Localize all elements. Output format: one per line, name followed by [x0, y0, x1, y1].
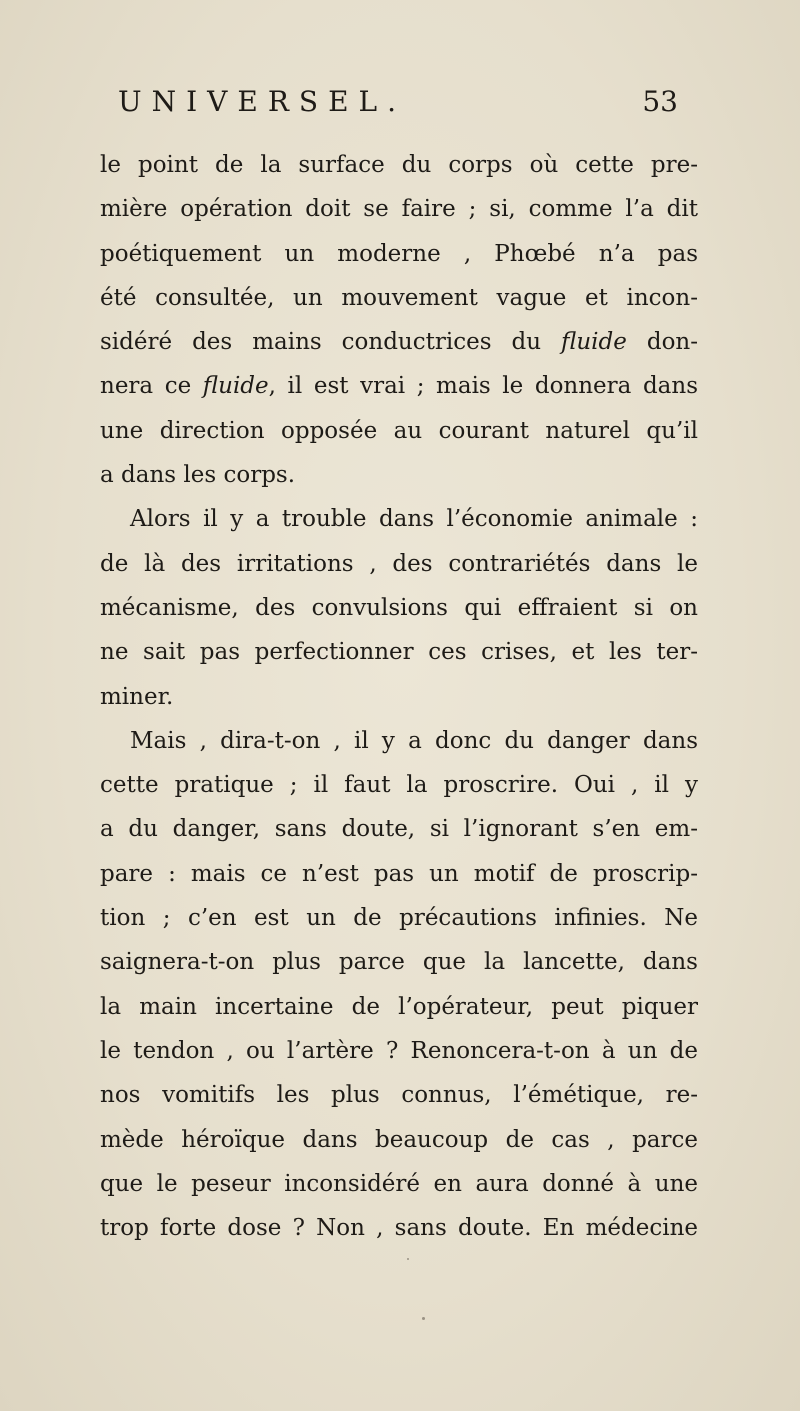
text-line: ne sait pas perfectionner ces crises, et les ter- — [100, 639, 698, 666]
text-line: le point de la surface du corps où cette pre- — [100, 152, 698, 178]
text-line: le tendon , ou l’artère ? Renoncera-t-on à un de — [100, 1037, 698, 1064]
text-line: saignera-t-on plus parce que la lancette, dans — [100, 949, 698, 976]
text-span: don- — [626, 329, 699, 356]
paper-speck — [407, 1258, 409, 1260]
text-line: trop forte dose ? Non , sans doute. En médecine — [100, 1215, 698, 1242]
text-line: poétiquement un moderne , Phœbé n’a pas — [100, 240, 698, 267]
paper-speck — [422, 1317, 425, 1320]
text-span: nera ce — [100, 373, 203, 400]
page-header — [118, 85, 678, 125]
text-line: que le peseur inconsidéré en aura donné à une — [100, 1170, 698, 1197]
text-line: mière opération doit se faire ; si, comme l’a dit — [100, 196, 698, 223]
text-line: la main incertaine de l’opérateur, peut piquer — [100, 993, 698, 1020]
text-line: Mais , dira-t-on , il y a donc du danger dans — [130, 727, 698, 754]
text-line: miner. — [100, 683, 174, 710]
text-line — [100, 320, 698, 364]
text-line: mécanisme, des convulsions qui effraient si on — [100, 594, 698, 621]
body-text — [100, 143, 698, 1250]
text-line: été consultée, un mouvement vague et incon- — [100, 284, 698, 311]
page-number: 53 — [642, 85, 678, 118]
text-line: de là des irritations , des contrariétés dans le — [100, 550, 698, 577]
text-line: nos vomitifs les plus connus, l’émétique, re- — [100, 1082, 698, 1109]
running-title: UNIVERSEL. — [118, 85, 407, 118]
italic-term: fluide — [561, 329, 627, 356]
text-line: une direction opposée au courant naturel qu’il — [100, 417, 698, 444]
text-line: mède héroïque dans beaucoup de cas , parce — [100, 1126, 698, 1153]
text-span: sidéré des mains conductrices du — [100, 329, 562, 356]
text-line: a du danger, sans doute, si l’ignorant s’en em- — [100, 816, 698, 843]
text-line: a dans les corps. — [100, 462, 296, 489]
text-line: Alors il y a trouble dans l’économie animale : — [130, 506, 698, 533]
text-line: pare : mais ce n’est pas un motif de proscrip- — [100, 860, 698, 887]
text-span: , il est vrai ; mais le donnera dans — [268, 373, 698, 400]
text-line: cette pratique ; il faut la proscrire. Oui , il y — [100, 772, 698, 799]
text-line — [100, 364, 698, 408]
italic-term: fluide — [202, 373, 269, 400]
text-line: tion ; c’en est un de précautions infinies. Ne — [100, 905, 698, 932]
